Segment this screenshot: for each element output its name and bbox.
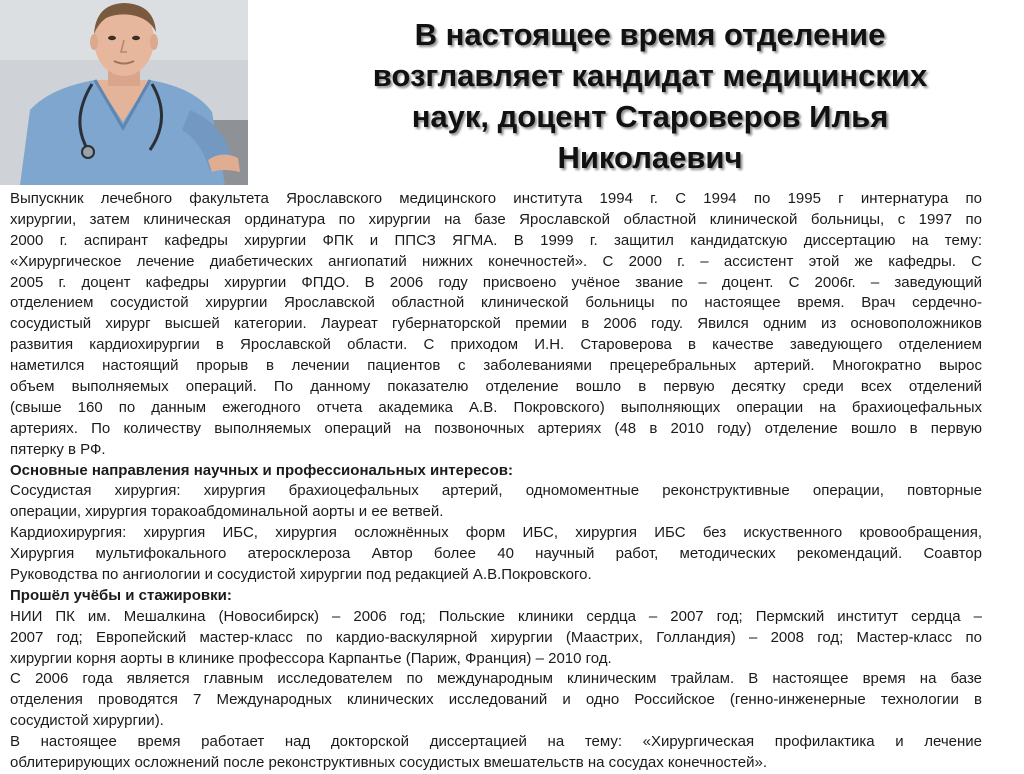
text-line: Руководства по ангиологии и сосудистой хирургии под редакцией А.В.Покровского. xyxy=(10,566,592,584)
section-heading-interests: Основные направления научных и профессиональных интересов: xyxy=(10,461,513,479)
text-line: НИИ ПК им. Мешалкина (Новосибирск) – 2006 год; Польские клиники сердца – 2007 год; Пермский институт сердца – xyxy=(10,607,982,625)
title-line: возглавляет кандидат медицинских xyxy=(372,58,928,93)
text-line: «Хирургическое лечение диабетических ангиопатий нижних конечностей». С 2000 г. – ассистент этой же кафедры. С xyxy=(10,252,982,270)
title-line: наук, доцент Староверов Илья xyxy=(411,99,889,134)
section-heading-training: Прошёл учёбы и стажировки: xyxy=(10,586,232,604)
text-line: наметился настоящий прорыв в лечении пациентов с заболеваниями прецеребральных артерий. Многократно вырос xyxy=(10,357,982,375)
text-line: (свыше 160 по данным ежегодного отчета академика А.В. Покровского) выполняющих операции на брахиоцефальных xyxy=(10,398,982,416)
portrait-photo xyxy=(0,0,248,185)
text-line: В настоящее время работает над докторской диссертацией на тему: «Хирургическая профилактика и лечение xyxy=(10,733,982,751)
text-line: 2007 год; Европейский мастер-класс по кардио-васкулярной хирургии (Маастрих, Голландия) – 2008 год; Мастер-класс по xyxy=(10,628,982,646)
text-line: хирургии, затем клиническая ординатура по хирургии на базе Ярославской областной клинической больницы, с 1997 по xyxy=(10,210,982,228)
biography-text xyxy=(10,189,982,774)
text-line: пятерку в РФ. xyxy=(10,440,106,458)
text-line: артериях. По количеству выполняемых операций на позвоночных артериях (48 в 2010 году) отделение вошло в первую xyxy=(10,419,982,437)
text-line: отделения проводятся 7 Международных клинических исследований и одно Российское (генно-инженерные технологии в xyxy=(10,691,982,709)
text-line: операции, хирургия торакоабдоминальной аорты и ее ветвей. xyxy=(10,503,444,521)
text-line: Выпускник лечебного факультета Ярославского медицинского института 1994 г. С 1994 по 1995 г интернатура по xyxy=(10,190,982,207)
text-line: 2005 г. доцент кафедры хирургии ФПДО. В 2006 году присвоено учёное звание – доцент. С 2006г. – заведующий xyxy=(10,273,982,291)
page-title xyxy=(300,14,1000,178)
text-line: Сосудистая хирургия: хирургия брахиоцефальных артерий, одномоментные реконструктивные операции, повторные xyxy=(10,482,982,500)
text-line: объем выполняемых операций. По данному показателю отделение вошло в первую десятку среди всех отделений xyxy=(10,378,982,396)
text-line: сосудистый хирург высшей категории. Лауреат губернаторской премии в 2006 году. Явился одним из основоположников xyxy=(10,315,982,333)
text-line: С 2006 года является главным исследователем по международным клиническим трайлам. В настоящее время на базе xyxy=(10,670,982,688)
title-line: Николаевич xyxy=(557,140,743,175)
text-line: Кардиохирургия: хирургия ИБС, хирургия осложнённых форм ИБС, хирургия ИБС без искуственного кровообращения, xyxy=(10,524,982,542)
text-line: развития кардиохирургии в Ярославской области. С приходом И.Н. Староверова в качестве заведующего отделением xyxy=(10,336,982,354)
text-line: сосудистой хирургии). xyxy=(10,712,164,730)
title-line: В настоящее время отделение xyxy=(414,17,886,52)
text-line: облитерирующих осложнений после реконструктивных сосудистых вмешательств на сосудах конечностей». xyxy=(10,754,767,772)
portrait-image xyxy=(0,0,248,185)
text-line: Хирургия мультифокального атеросклероза Автор более 40 научный работ, методических рекомендаций. Соавтор xyxy=(10,545,982,563)
text-line: 2000 г. аспирант кафедры хирургии ФПК и ППСЗ ЯГМА. В 1999 г. защитил кандидатскую диссертацию на тему: xyxy=(10,231,982,249)
text-line: хирургии корня аорты в клинике профессора Карпантье (Париж, Франция) – 2010 год. xyxy=(10,649,612,667)
text-line: отделением сосудистой хирургии Ярославской областной клинической больницы по настоящее время. Врач сердечно- xyxy=(10,294,982,312)
